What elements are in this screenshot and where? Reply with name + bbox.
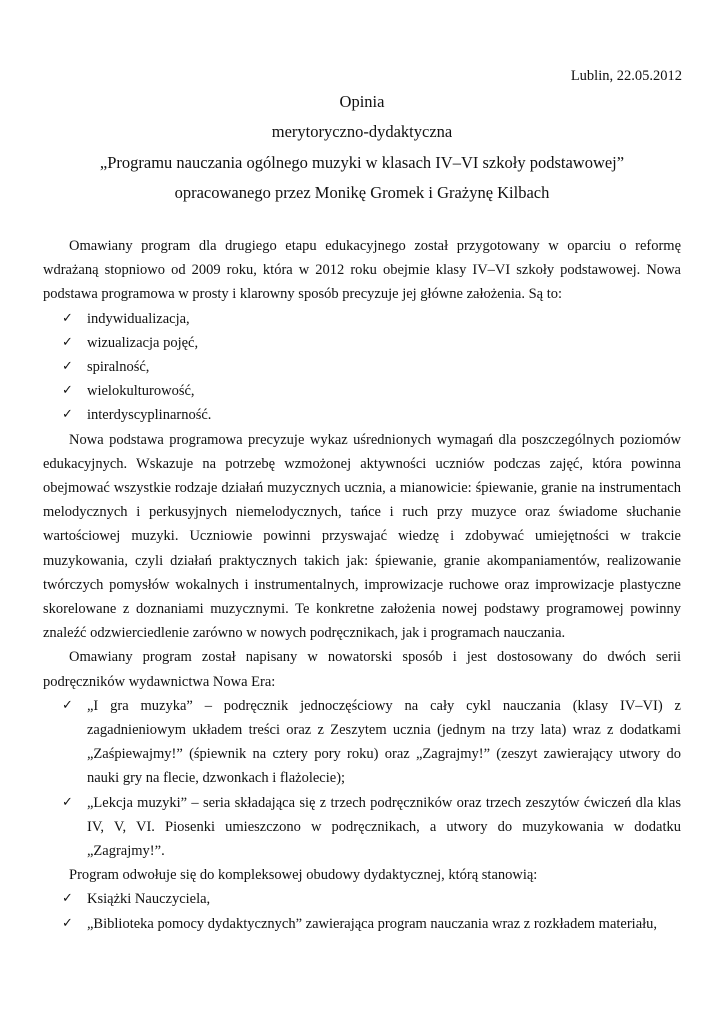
teaching-materials-list [43, 887, 681, 935]
program-title: „Programu nauczania ogólnego muzyki w klasach IV–VI szkoły podstawowej” [99, 153, 625, 172]
checkmark-icon: ✓ [62, 891, 73, 907]
list-item: ✓ indywidualizacja, [43, 307, 681, 331]
paragraph-requirements: Nowa podstawa programowa precyzuje wykaz uśrednionych wymagań dla poszczególnych poziomów edukacyjnych. Wskazuje na potrzebę wzmożonej aktywności uczniów podczas zajęć, która powinna obejmować wszystkie rodzaje działań muzycznych ucznia, a mianowicie: śpiewanie, granie na instrumentach melodycznych i perkusyjnych niemelodycznych, tańce i ruch przy muzyce oraz świadome słuchanie wartościowej muzyki. Uczniowie powinni przyswajać wiedzę i zdobywać umiejętności w trakcie muzykowania, czyli działań praktycznych takich jak: śpiewanie, granie akompaniamentów, realizowanie twórczych pomysłów wokalnych i instrumentalnych, improwizacje ruchowe oraz improwizacje plastyczne skorelowane z doznaniami muzycznymi. Te konkretne założenia nowej podstawy programowej powinny znaleźć odzwierciedlenie zarówno w nowych podręcznikach, jak i programach nauczania. [43, 431, 681, 642]
checkmark-icon: ✓ [62, 697, 73, 713]
checkmark-icon: ✓ [62, 359, 73, 375]
document-date: Lublin, 22.05.2012 [570, 68, 682, 84]
checkmark-icon: ✓ [62, 383, 73, 399]
list-item: ✓ Książki Nauczyciela, [43, 887, 681, 911]
list-item: ✓ spiralność, [43, 355, 681, 379]
checkmark-icon: ✓ [62, 915, 73, 931]
document-title: Opinia [339, 92, 385, 111]
paragraph-intro: Omawiany program dla drugiego etapu edukacyjnego został przygotowany w oparciu o reformę wdrażaną stopniowo od 2009 roku, która w 2012 roku obejmie klasy IV–VI szkoły podstawowej. Nowa podstawa programowa w prosty i klarowny sposób precyzuje jej główne założenia. Są to: [43, 238, 681, 303]
list-item: ✓ „Lekcja muzyki” – seria składająca się z trzech podręczników oraz trzech zeszytów ćwiczeń dla klas IV, V, VI. Piosenki umieszczono w podręcznikach, a utwory do muzykowania w dodatku „Zagrajmy!”. [43, 791, 681, 864]
list-item: ✓ wielokulturowość, [43, 379, 681, 403]
list-item: ✓ „Biblioteka pomocy dydaktycznych” zawierająca program nauczania wraz z rozkładem materiału, [43, 912, 681, 936]
list-item: ✓ interdyscyplinarność. [43, 403, 681, 427]
paragraph-series: Omawiany program został napisany w nowatorski sposób i jest dostosowany do dwóch serii podręczników wydawnictwa Nowa Era: [43, 649, 681, 690]
program-authors: opracowanego przez Monikę Gromek i Grażynę Kilbach [174, 183, 550, 202]
checkmark-icon: ✓ [62, 334, 73, 350]
list-item: ✓ „I gra muzyka” – podręcznik jednoczęściowy na cały cykl nauczania (klasy IV–VI) z zagadnieniowym układem treści oraz z Zeszytem ucznia (jednym na trzy lata) wraz z dodatkami „Zaśpiewajmy!” (śpiewnik na cztery pory roku) oraz „Zagrajmy!” (zeszyt zawierający utwory do nauki gry na flecie, dzwonkach i flażolecie); [43, 694, 681, 791]
checkmark-icon: ✓ [62, 407, 73, 423]
checkmark-icon: ✓ [62, 310, 73, 326]
reform-principles-list [43, 307, 681, 428]
textbook-series-list [43, 694, 681, 863]
list-item: ✓ wizualizacja pojęć, [43, 331, 681, 355]
document-subtitle: merytoryczno-dydaktyczna [271, 122, 453, 141]
document-body [43, 234, 681, 936]
checkmark-icon: ✓ [62, 794, 73, 810]
paragraph-materials: Program odwołuje się do kompleksowej obudowy dydaktycznej, którą stanowią: [69, 867, 538, 884]
